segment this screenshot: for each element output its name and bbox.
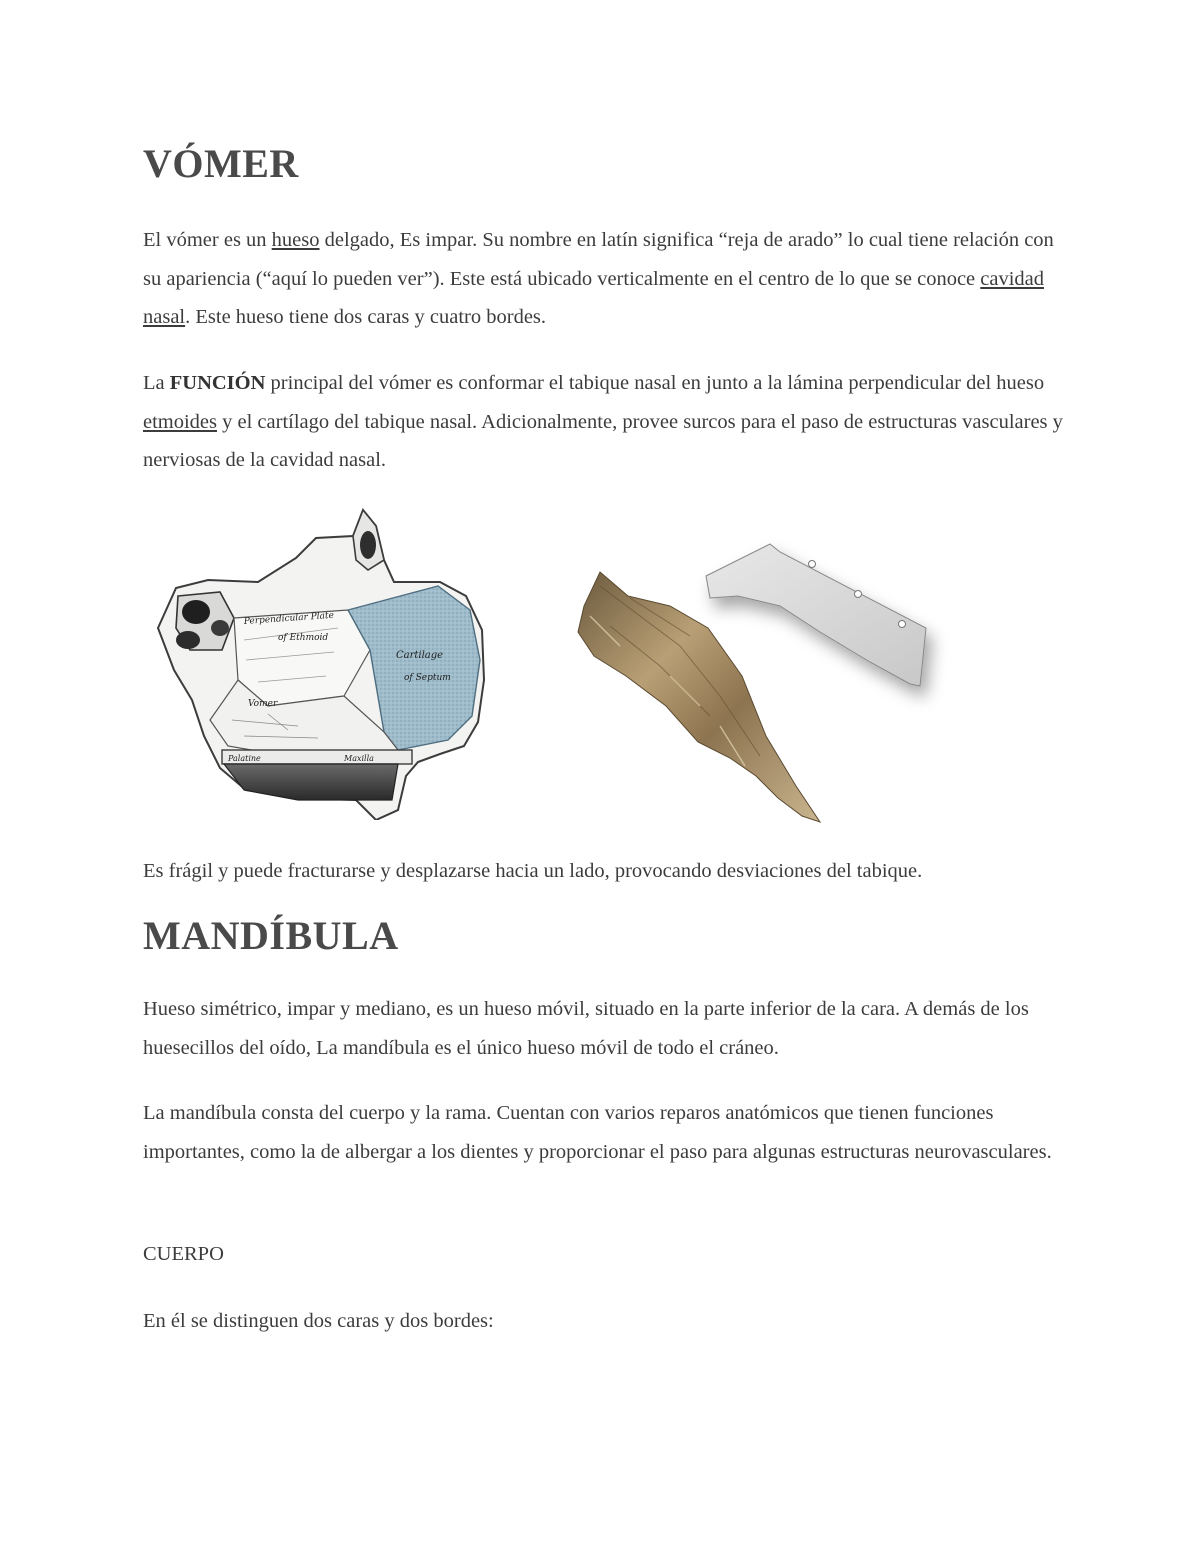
label-palatine: Palatine	[228, 754, 261, 763]
text-span: El vómer es un	[143, 229, 272, 251]
text-span: delgado, Es impar. Su nombre en latín significa “reja de arado” lo cual tiene relación con su apariencia (“aquí lo pueden ver”). Este está ubicado verticalmente en el centro de lo que se conoce	[143, 229, 1054, 290]
text-span: . Este hueso tiene dos caras y cuatro bordes.	[185, 306, 547, 328]
vomer-heading: VÓMER	[143, 141, 299, 186]
label-perpendicular: Perpendicular Plate	[243, 610, 335, 627]
mandibula-heading: MANDÍBULA	[143, 913, 399, 958]
hueso-link[interactable]: hueso	[271, 229, 320, 251]
label-septum: of Septum	[404, 673, 451, 683]
vomer-paragraph-3: Es frágil y puede fracturarse y desplazarse hacia un lado, provocando desviaciones del tabique.	[143, 860, 923, 882]
vomer-paragraph-2	[143, 364, 1073, 480]
label-vomer: Vomer	[248, 699, 278, 709]
text-span: principal del vómer es conformar el tabique nasal en junto a la lámina perpendicular del hueso	[265, 372, 1045, 394]
mandibula-paragraph-1: Hueso simétrico, impar y mediano, es un hueso móvil, situado en la parte inferior de la cara. A demás de los huesecillos del oído, La mandíbula es el único hueso móvil de todo el cráneo.	[143, 998, 1029, 1059]
label-cartilage: Cartilage	[396, 650, 444, 661]
cuerpo-subheading: CUERPO	[143, 1243, 224, 1265]
vomer-bone-and-plough-illustration	[570, 536, 970, 826]
text-span: y el cartílago del tabique nasal. Adicionalmente, provee surcos para el paso de estructuras vasculares y nerviosas de la cavidad nasal.	[143, 410, 1063, 471]
nasal-septum-illustration	[148, 500, 493, 820]
cavidad-nasal-link[interactable]: cavidad nasal	[143, 267, 1045, 328]
mandibula-paragraph-2: La mandíbula consta del cuerpo y la rama. Cuentan con varios reparos anatómicos que tienen funciones importantes, como la de albergar a los dientes y proporcionar el paso para algunas estructuras neurovasculares.	[143, 1102, 1052, 1163]
text-span: La	[143, 372, 170, 394]
mandibula-paragraph-4: En él se distinguen dos caras y dos bordes:	[143, 1310, 494, 1332]
vomer-paragraph-1	[143, 221, 1073, 337]
label-ethmoid: of Ethmoid	[278, 633, 329, 643]
funcion-bold: FUNCIÓN	[169, 372, 266, 394]
label-maxilla: Maxilla	[344, 754, 374, 763]
etmoides-link[interactable]: etmoides	[143, 410, 218, 433]
